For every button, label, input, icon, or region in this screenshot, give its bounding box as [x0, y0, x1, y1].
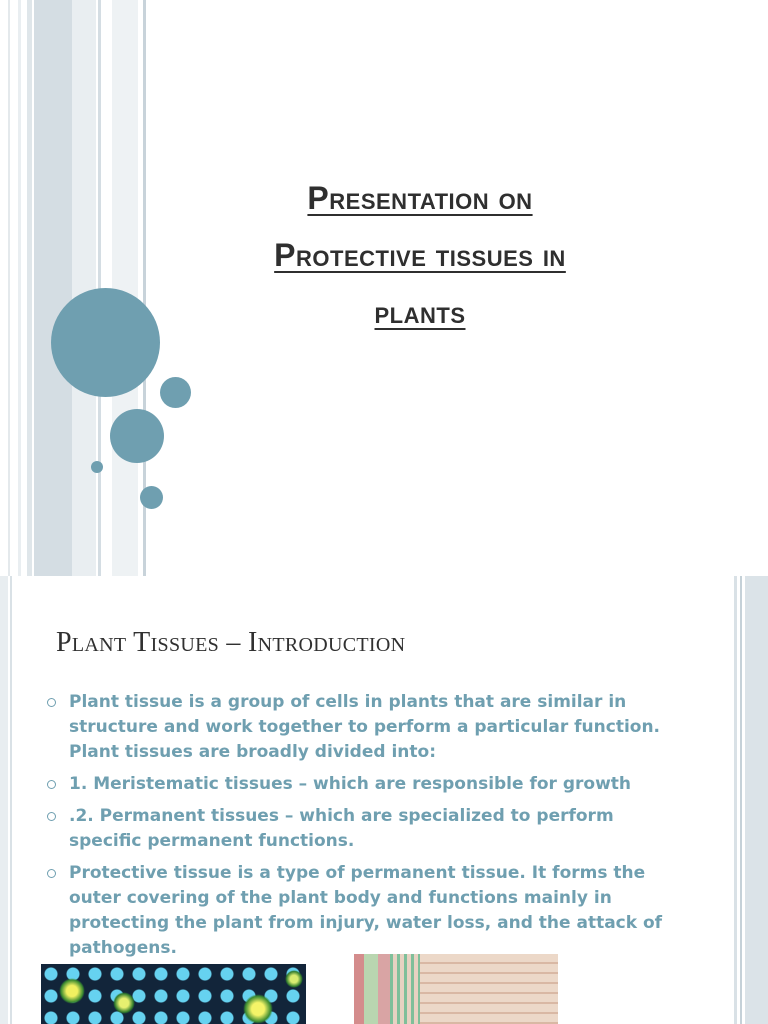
title-line-3: plants	[374, 294, 466, 330]
decorative-stripe	[27, 0, 32, 576]
hollow-circle-bullet-icon	[47, 869, 56, 878]
decorative-stripe	[72, 0, 96, 576]
decorative-circle	[110, 409, 164, 463]
decorative-circle	[91, 461, 103, 473]
title-line-1: Presentation on	[307, 180, 533, 216]
hollow-circle-bullet-icon	[47, 698, 56, 707]
bullet-text: Protective tissue is a type of permanent tissue. It forms the outer covering of the plant body and functions mainly in protecting the plant from injury, water loss, and the attack of pathogens.	[69, 863, 663, 958]
list-item	[45, 804, 675, 854]
list-item	[45, 690, 675, 765]
decorative-stripe	[745, 576, 768, 1024]
stained-plant-cells-image	[41, 964, 306, 1024]
decorative-stripe	[734, 576, 737, 1024]
hollow-circle-bullet-icon	[47, 780, 56, 789]
content-slide	[0, 576, 768, 1024]
decorative-stripe	[34, 0, 72, 576]
hollow-circle-bullet-icon	[47, 812, 56, 821]
decorative-stripe	[0, 576, 8, 1024]
decorative-circle	[160, 377, 191, 408]
bullet-text: 1. Meristematic tissues – which are responsible for growth	[69, 774, 632, 794]
decorative-circle	[140, 486, 163, 509]
title-line-2: Protective tissues in	[274, 237, 566, 273]
decorative-stripe	[10, 576, 12, 1024]
bullet-list	[45, 690, 675, 968]
decorative-stripe	[8, 0, 10, 576]
presentation-title	[180, 170, 660, 341]
decorative-stripe	[18, 0, 21, 576]
list-item	[45, 772, 675, 797]
list-item	[45, 861, 675, 961]
slide-title: Plant Tissues – Introduction	[56, 627, 406, 658]
bullet-text: .2. Permanent tissues – which are specialized to perform specific permanent functions.	[69, 806, 614, 851]
decorative-stripe	[740, 576, 742, 1024]
decorative-circle	[51, 288, 160, 397]
bullet-text: Plant tissue is a group of cells in plants that are similar in structure and work together to perform a particular function. Plant tissues are broadly divided into:	[69, 692, 661, 762]
stem-cross-section-image	[354, 954, 558, 1024]
